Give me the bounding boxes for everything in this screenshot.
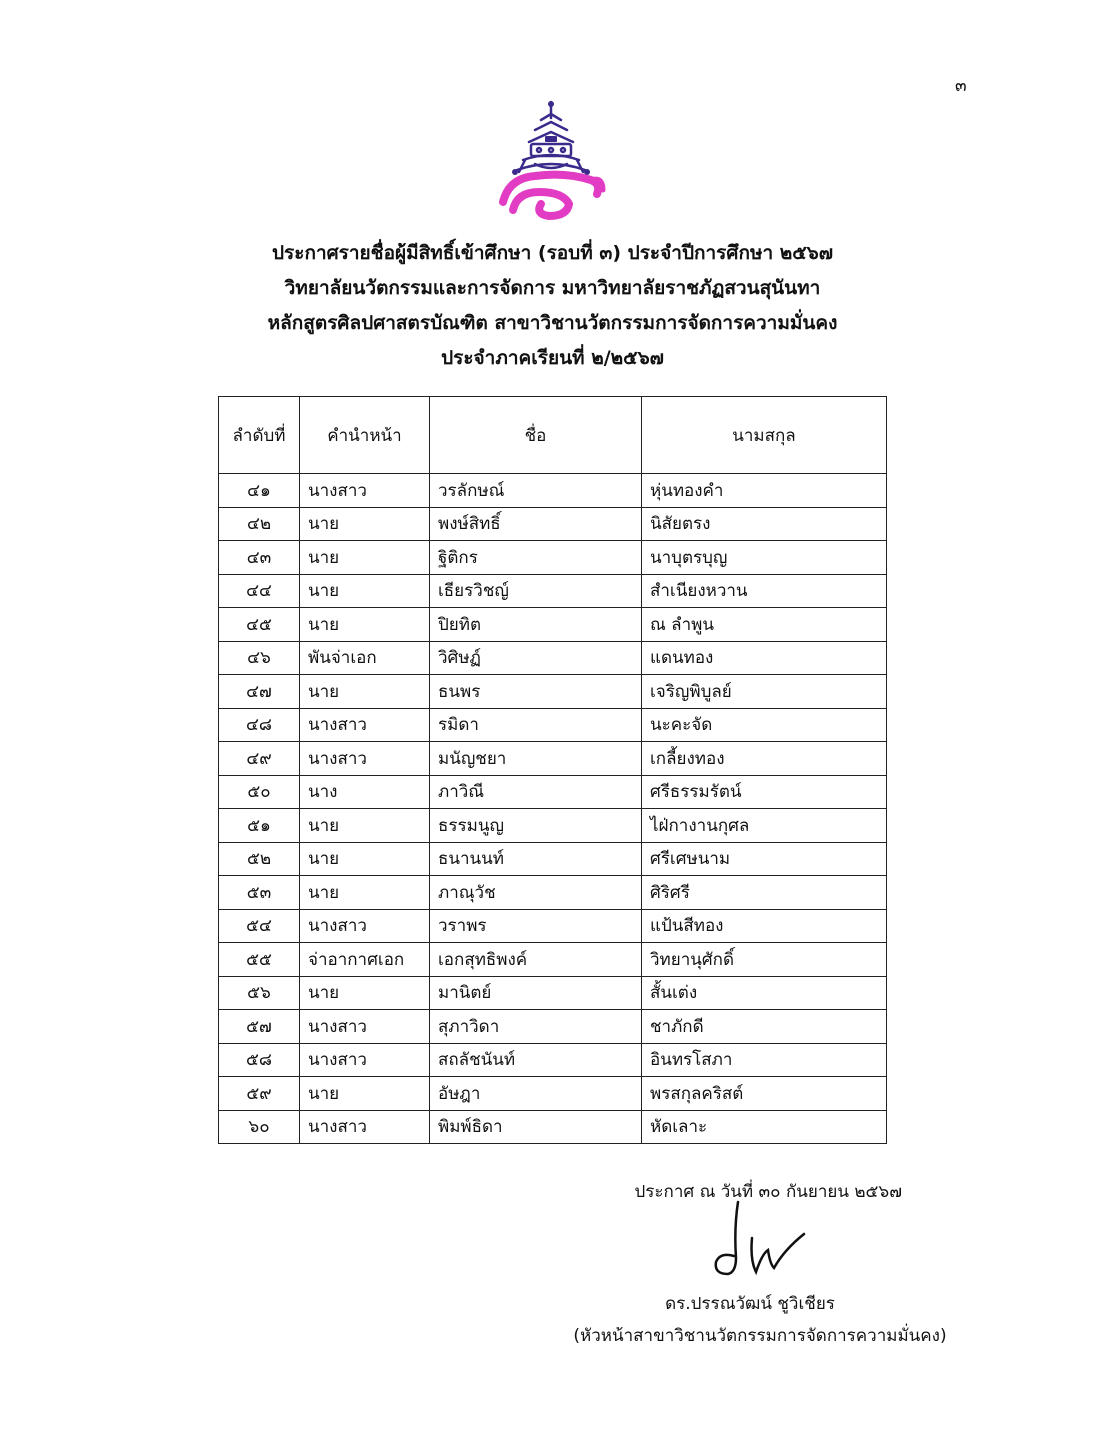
cell-title: นาย	[300, 608, 430, 642]
cell-last-name: แป้นสีทอง	[642, 909, 887, 943]
cell-first-name: ธนพร	[430, 675, 642, 709]
cell-last-name: ไฝ่กางานกุศล	[642, 809, 887, 843]
cell-first-name: ธนานนท์	[430, 842, 642, 876]
cell-title: นางสาว	[300, 1110, 430, 1144]
heading-line-3: หลักสูตรศิลปศาสตรบัณฑิต สาขาวิชานวัตกรรมการจัดการความมั่นคง	[267, 312, 838, 334]
cell-last-name: ชาภักดี	[642, 1010, 887, 1044]
handwritten-signature-icon	[700, 1198, 820, 1288]
cell-first-name: มนัญชยา	[430, 742, 642, 776]
table-row	[219, 675, 887, 709]
announcement-heading	[0, 236, 1105, 376]
table-row	[219, 876, 887, 910]
cell-title: นางสาว	[300, 742, 430, 776]
cell-order: ๔๔	[219, 574, 300, 608]
university-emblem-icon	[495, 98, 607, 222]
table-row	[219, 608, 887, 642]
cell-first-name: ธรรมนูญ	[430, 809, 642, 843]
table-row	[219, 541, 887, 575]
cell-last-name: วิทยานุศักดิ์	[642, 943, 887, 977]
heading-line-1: ประกาศรายชื่อผู้มีสิทธิ์เข้าศึกษา (รอบที่ ๓) ประจำปีการศึกษา ๒๕๖๗	[271, 242, 834, 264]
cell-first-name: อัษฎา	[430, 1077, 642, 1111]
cell-order: ๔๕	[219, 608, 300, 642]
cell-first-name: พิมพ์ธิดา	[430, 1110, 642, 1144]
cell-order: ๔๖	[219, 641, 300, 675]
cell-last-name: ณ ลำพูน	[642, 608, 887, 642]
cell-first-name: วิศิษฏ์	[430, 641, 642, 675]
table-row	[219, 1077, 887, 1111]
cell-last-name: แดนทอง	[642, 641, 887, 675]
cell-order: ๕๔	[219, 909, 300, 943]
header-order: ลำดับที่	[219, 397, 300, 474]
cell-title: นางสาว	[300, 1010, 430, 1044]
cell-title: พันจ่าเอก	[300, 641, 430, 675]
table-row	[219, 1110, 887, 1144]
table-row	[219, 809, 887, 843]
table-row	[219, 742, 887, 776]
cell-first-name: วรลักษณ์	[430, 474, 642, 508]
heading-line-2: วิทยาลัยนวัตกรรมและการจัดการ มหาวิทยาลัยราชภัฏสวนสุนันทา	[284, 277, 821, 299]
table-row	[219, 641, 887, 675]
cell-title: นางสาว	[300, 474, 430, 508]
cell-order: ๕๙	[219, 1077, 300, 1111]
cell-first-name: พงษ์สิทธิ์	[430, 507, 642, 541]
table-row	[219, 842, 887, 876]
heading-line-4: ประจำภาคเรียนที่ ๒/๒๕๖๗	[441, 347, 664, 369]
cell-title: นาง	[300, 775, 430, 809]
page-number: ๓	[955, 76, 967, 96]
cell-title: จ่าอากาศเอก	[300, 943, 430, 977]
cell-title: นางสาว	[300, 708, 430, 742]
admission-list-table	[218, 396, 887, 1144]
table-header-row	[219, 397, 887, 474]
cell-title: นาย	[300, 809, 430, 843]
table-row	[219, 474, 887, 508]
cell-title: นาย	[300, 876, 430, 910]
header-last-name: นามสกุล	[642, 397, 887, 474]
cell-last-name: เกลี้ยงทอง	[642, 742, 887, 776]
cell-first-name: สุภาวิดา	[430, 1010, 642, 1044]
cell-title: นาย	[300, 574, 430, 608]
cell-title: นาย	[300, 507, 430, 541]
table-row	[219, 943, 887, 977]
cell-title: นางสาว	[300, 1043, 430, 1077]
cell-last-name: ศรีเศษนาม	[642, 842, 887, 876]
cell-order: ๕๓	[219, 876, 300, 910]
cell-title: นาย	[300, 1077, 430, 1111]
signer-name: ดร.ปรรณวัฒน์ ชูวิเชียร	[665, 1294, 835, 1314]
cell-order: ๔๙	[219, 742, 300, 776]
cell-last-name: หุ่นทองคำ	[642, 474, 887, 508]
cell-title: นาย	[300, 842, 430, 876]
cell-order: ๕๕	[219, 943, 300, 977]
cell-last-name: นาบุตรบุญ	[642, 541, 887, 575]
cell-title: นาย	[300, 675, 430, 709]
cell-first-name: ภาณุวัช	[430, 876, 642, 910]
cell-first-name: ฐิติกร	[430, 541, 642, 575]
table-row	[219, 574, 887, 608]
signer-title: (หัวหน้าสาขาวิชานวัตกรรมการจัดการความมั่นคง)	[573, 1326, 947, 1346]
cell-order: ๕๑	[219, 809, 300, 843]
cell-last-name: พรสกุลคริสต์	[642, 1077, 887, 1111]
cell-first-name: เธียรวิชญ์	[430, 574, 642, 608]
table-row	[219, 1010, 887, 1044]
cell-last-name: อินทรโสภา	[642, 1043, 887, 1077]
cell-first-name: มานิตย์	[430, 976, 642, 1010]
header-first-name: ชื่อ	[430, 397, 642, 474]
cell-last-name: สำเนียงหวาน	[642, 574, 887, 608]
cell-last-name: เจริญพิบูลย์	[642, 675, 887, 709]
table-row	[219, 909, 887, 943]
table-row	[219, 708, 887, 742]
cell-last-name: สั้นเต่ง	[642, 976, 887, 1010]
cell-order: ๕๐	[219, 775, 300, 809]
cell-order: ๕๒	[219, 842, 300, 876]
table-row	[219, 775, 887, 809]
cell-order: ๖๐	[219, 1110, 300, 1144]
cell-title: นาย	[300, 976, 430, 1010]
cell-first-name: เอกสุทธิพงค์	[430, 943, 642, 977]
announcement-date: ประกาศ ณ วันที่ ๓๐ กันยายน ๒๕๖๗	[634, 1182, 902, 1202]
cell-order: ๔๗	[219, 675, 300, 709]
cell-order: ๔๘	[219, 708, 300, 742]
cell-first-name: สถลัชนันท์	[430, 1043, 642, 1077]
table-row	[219, 1043, 887, 1077]
cell-last-name: นิสัยตรง	[642, 507, 887, 541]
cell-title: นางสาว	[300, 909, 430, 943]
cell-first-name: ภาวิณี	[430, 775, 642, 809]
cell-order: ๔๒	[219, 507, 300, 541]
cell-first-name: รมิดา	[430, 708, 642, 742]
header-title: คำนำหน้า	[300, 397, 430, 474]
cell-order: ๔๓	[219, 541, 300, 575]
cell-first-name: วราพร	[430, 909, 642, 943]
cell-last-name: ศรีธรรมรัตน์	[642, 775, 887, 809]
cell-last-name: หัดเลาะ	[642, 1110, 887, 1144]
table-row	[219, 976, 887, 1010]
cell-order: ๕๖	[219, 976, 300, 1010]
table-row	[219, 507, 887, 541]
cell-order: ๕๗	[219, 1010, 300, 1044]
cell-title: นาย	[300, 541, 430, 575]
cell-last-name: นะคะจัด	[642, 708, 887, 742]
cell-order: ๔๑	[219, 474, 300, 508]
cell-last-name: ศิริศรี	[642, 876, 887, 910]
cell-first-name: ปิยทิต	[430, 608, 642, 642]
cell-order: ๕๘	[219, 1043, 300, 1077]
